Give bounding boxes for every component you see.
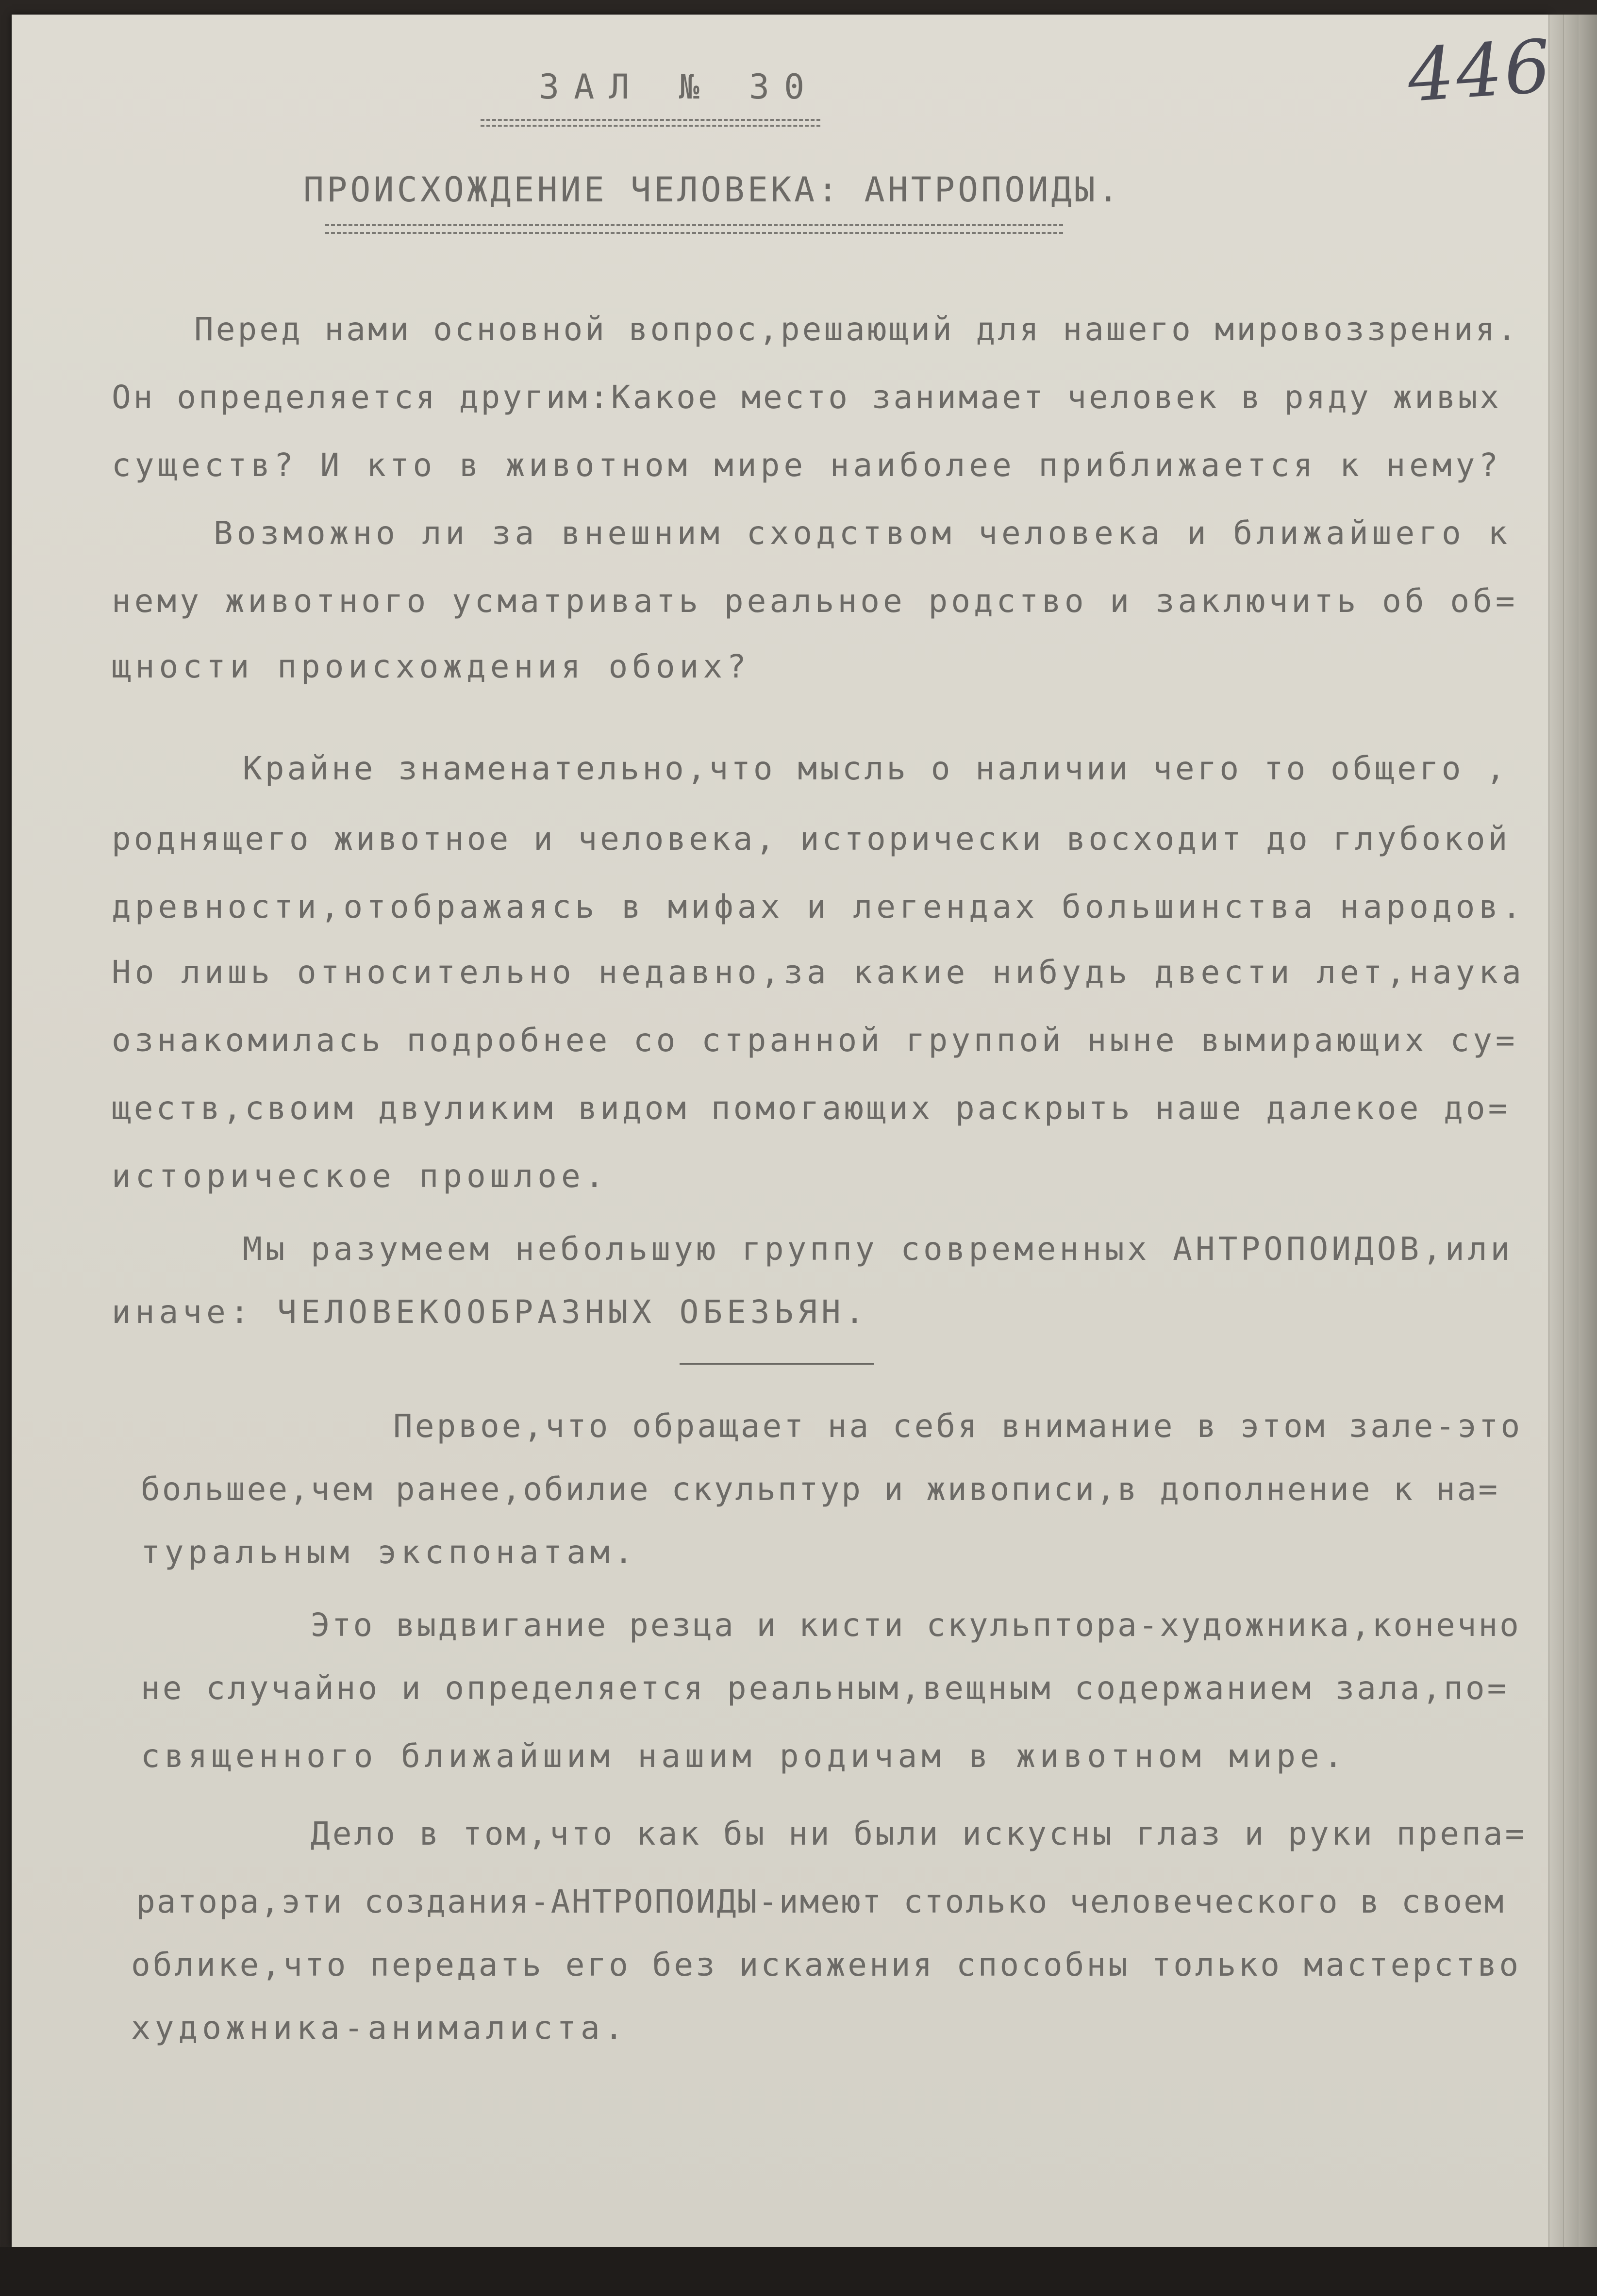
text-line: облике,что передать его без искажения способны только мастерство: [131, 1946, 1521, 1983]
text-line: священного ближайшим нашим родичам в животном мире.: [141, 1737, 1347, 1775]
section-separator: [680, 1363, 874, 1365]
text-line: Дело в том,что как бы ни были искусны глаз и руки препа=: [311, 1815, 1527, 1852]
text-line: Он определяется другим:Какое место занимает человек в ряду живых: [112, 379, 1502, 416]
page-title: ПРОИСХОЖДЕНИЕ ЧЕЛОВЕКА: АНТРОПОИДЫ.: [303, 170, 1122, 210]
page-edge: [1578, 15, 1597, 2247]
text-line: Но лишь относительно недавно,за какие нибудь двести лет,наука: [112, 954, 1525, 991]
text-line: щности происхождения обоих?: [112, 648, 750, 685]
page-edge: [1563, 15, 1579, 2247]
folio-number: 446: [1405, 24, 1556, 119]
text-line: Первое,что обращает на себя внимание в этом зале-это: [393, 1407, 1523, 1445]
hall-heading: ЗАЛ № 30: [539, 67, 819, 107]
page-edge: [1548, 15, 1564, 2247]
text-line: историческое прошлое.: [112, 1157, 609, 1195]
heading-underline: [481, 119, 820, 127]
text-line: художника-анималиста.: [131, 2009, 628, 2047]
scan-background: [0, 2247, 1597, 2296]
text-line: ратора,эти создания-АНТРОПОИДЫ-имеют столько человеческого в своем: [136, 1883, 1505, 1920]
text-line: туральным экспонатам.: [141, 1534, 638, 1571]
text-line: Это выдвигание резца и кисти скульптора-художника,конечно: [311, 1606, 1521, 1644]
text-line: существ? И кто в животном мире наиболее приближается к нему?: [112, 446, 1502, 484]
title-underline: [325, 224, 1063, 226]
text-line: Крайне знаменательно,что мысль о наличии чего то общего ,: [243, 750, 1508, 787]
text-line: нему животного усматривать реальное родство и заключить об об=: [112, 582, 1518, 620]
text-line: ознакомилась подробнее со странной группой ныне вымирающих су=: [112, 1022, 1518, 1059]
text-line: иначе: ЧЕЛОВЕКООБРАЗНЫХ ОБЕЗЬЯН.: [112, 1293, 869, 1331]
text-line: роднящего животное и человека, исторически восходит до глубокой: [112, 820, 1511, 858]
text-line: Мы разумеем небольшую группу современных АНТРОПОИДОВ,или: [243, 1230, 1514, 1268]
text-line: древности,отображаясь в мифах и легендах большинства народов.: [112, 888, 1525, 925]
text-line: не случайно и определяется реальным,вещным содержанием зала,по=: [141, 1669, 1509, 1707]
text-line: большее,чем ранее,обилие скульптур и живописи,в дополнение к на=: [141, 1470, 1500, 1508]
text-line: Перед нами основной вопрос,решающий для нашего мировоззрения.: [194, 311, 1519, 348]
text-line: ществ,своим двуликим видом помогающих раскрыть наше далекое до=: [112, 1090, 1511, 1127]
title-underline: [325, 232, 1063, 234]
text-line: Возможно ли за внешним сходством человека и ближайшего к: [214, 514, 1512, 552]
